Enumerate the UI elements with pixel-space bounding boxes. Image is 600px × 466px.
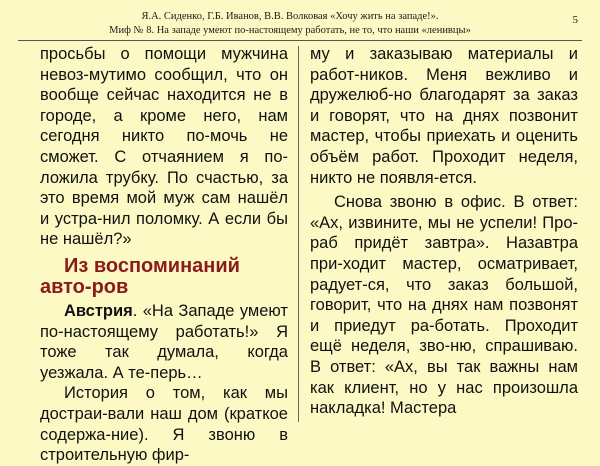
paragraph-text: . «На Западе умеют по-настоящему работать!» Я тоже так думала, когда уезжала. А те-перь… [40, 301, 288, 382]
header-authors-title: Я.А. Сиденко, Г.Б. Иванов, В.В. Волковая «Хочу жить на западе!». [141, 11, 439, 22]
paragraph: му и заказываю материалы и работ-ников. Меня вежливо и дружелюб-но благодарят за заказ и говорят, что на днях позвонит мастер, чтобы приехать и оценить объём работ. Проходит неделя, никто не появля-ется. [310, 45, 578, 187]
right-column [310, 44, 578, 419]
running-header [30, 10, 550, 38]
section-heading: Из воспоминаний авто-ров [40, 254, 240, 298]
page-number: 5 [572, 14, 578, 26]
paragraph: просьбы о помощи мужчина невоз-мутимо сообщил, что он вообще сейчас находится не в городе, а кроме него, нам сегодня никто по-мочь не сможет. С отчаянием я по-ложила трубку. По счастью, за это время мой муж сам нашёл и устра-нил поломку. А если бы не нашёл?» [40, 45, 288, 249]
header-rule [18, 40, 582, 41]
header-chapter: Миф № 8. На западе умеют по-настоящему работать, не то, что наши «ленивцы» [109, 25, 471, 36]
column-divider [298, 46, 299, 422]
paragraph: Снова звоню в офис. В ответ: «Ах, извините, мы не успели! Про-раб придёт завтра». Назавтра при-ходит мастер, осматривает, радует-ся, что заказ большой, говорит, что на днях нам позвонят и приедут ра-ботать. Проходит ещё неделя, зво-ню, спрашиваю. В ответ: «Ах, вы так важны нам как клиент, но у нас произошла накладка! Мастера [310, 193, 578, 418]
left-column [40, 44, 288, 466]
country-lead: Австрия [64, 301, 133, 320]
paragraph: История о том, как мы достраи-вали наш дом (краткое содержа-ние). Я звоню в строительную фир- [40, 384, 288, 465]
paragraph [40, 301, 288, 383]
